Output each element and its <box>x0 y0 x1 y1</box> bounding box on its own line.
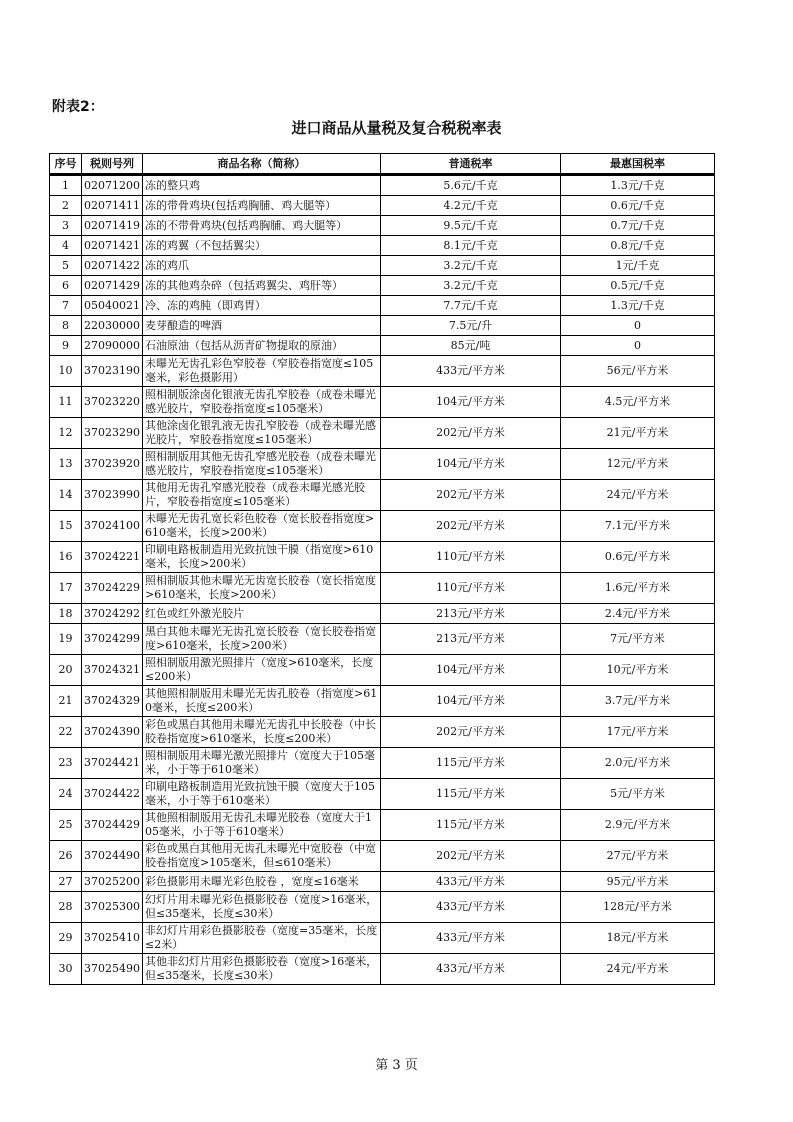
row-index: 2 <box>50 196 82 216</box>
general-rate: 202元/平方米 <box>381 717 561 748</box>
product-name: 红色或红外激光胶片 <box>143 604 381 624</box>
table-row <box>50 387 715 418</box>
product-name: 幻灯片用未曝光彩色摄影胶卷（宽度>16毫米，但≤35毫米，长度≤30米） <box>143 892 381 923</box>
mfn-rate: 1.6元/平方米 <box>561 573 715 604</box>
product-name: 照相制版用激光照排片（宽度>610毫米，长度≤200米） <box>143 655 381 686</box>
tariff-code: 02071429 <box>82 276 143 296</box>
table-row <box>50 810 715 841</box>
table-row <box>50 604 715 624</box>
general-rate: 3.2元/千克 <box>381 276 561 296</box>
product-name: 照相制版用未曝光激光照排片（宽度大于105毫米，小于等于610毫米） <box>143 748 381 779</box>
header-product-name: 商品名称（简称） <box>143 154 381 175</box>
row-index: 24 <box>50 779 82 810</box>
tariff-code: 37024299 <box>82 624 143 655</box>
mfn-rate: 17元/平方米 <box>561 717 715 748</box>
product-name: 未曝光无齿孔宽长彩色胶卷（宽长胶卷指宽度>610毫米，长度>200米） <box>143 511 381 542</box>
product-name: 冻的不带骨鸡块(包括鸡胸脯、鸡大腿等） <box>143 216 381 236</box>
product-name: 其他照相制版用未曝光无齿孔胶卷（指宽度>610毫米，长度≤200米） <box>143 686 381 717</box>
tariff-code: 37024292 <box>82 604 143 624</box>
mfn-rate: 24元/平方米 <box>561 480 715 511</box>
tariff-code: 37023290 <box>82 418 143 449</box>
row-index: 11 <box>50 387 82 418</box>
general-rate: 433元/平方米 <box>381 872 561 892</box>
tariff-code: 37024321 <box>82 655 143 686</box>
tariff-code: 37024422 <box>82 779 143 810</box>
row-index: 12 <box>50 418 82 449</box>
mfn-rate: 2.4元/平方米 <box>561 604 715 624</box>
general-rate: 433元/平方米 <box>381 356 561 387</box>
mfn-rate: 2.9元/平方米 <box>561 810 715 841</box>
tariff-code: 37024429 <box>82 810 143 841</box>
table-row <box>50 316 715 336</box>
mfn-rate: 24元/平方米 <box>561 954 715 985</box>
table-row <box>50 872 715 892</box>
row-index: 18 <box>50 604 82 624</box>
mfn-rate: 0.5元/千克 <box>561 276 715 296</box>
general-rate: 110元/平方米 <box>381 573 561 604</box>
tariff-code: 37025490 <box>82 954 143 985</box>
table-row <box>50 196 715 216</box>
mfn-rate: 10元/平方米 <box>561 655 715 686</box>
mfn-rate: 2.0元/平方米 <box>561 748 715 779</box>
page-title: 进口商品从量税及复合税税率表 <box>291 119 502 137</box>
table-row <box>50 449 715 480</box>
product-name: 照相制版其他未曝光无齿宽长胶卷（宽长指宽度>610毫米，长度>200米） <box>143 573 381 604</box>
mfn-rate: 21元/平方米 <box>561 418 715 449</box>
row-index: 17 <box>50 573 82 604</box>
tariff-code: 37024421 <box>82 748 143 779</box>
mfn-rate: 56元/平方米 <box>561 356 715 387</box>
general-rate: 115元/平方米 <box>381 810 561 841</box>
general-rate: 433元/平方米 <box>381 923 561 954</box>
table-row <box>50 236 715 256</box>
tariff-code: 05040021 <box>82 296 143 316</box>
mfn-rate: 4.5元/平方米 <box>561 387 715 418</box>
tariff-code: 02071411 <box>82 196 143 216</box>
mfn-rate: 27元/平方米 <box>561 841 715 872</box>
row-index: 10 <box>50 356 82 387</box>
table-row <box>50 717 715 748</box>
table-row <box>50 511 715 542</box>
tariff-code: 37024490 <box>82 841 143 872</box>
product-name: 照相制版用其他无齿孔窄感光胶卷（成卷未曝光感光胶片，窄胶卷指宽度≤105毫米） <box>143 449 381 480</box>
general-rate: 104元/平方米 <box>381 449 561 480</box>
tariff-code: 37023190 <box>82 356 143 387</box>
tariff-code: 37024229 <box>82 573 143 604</box>
row-index: 22 <box>50 717 82 748</box>
tariff-code: 22030000 <box>82 316 143 336</box>
row-index: 23 <box>50 748 82 779</box>
general-rate: 115元/平方米 <box>381 748 561 779</box>
page-number: 第 3 页 <box>375 1058 418 1073</box>
product-name: 黑白其他未曝光无齿孔宽长胶卷（宽长胶卷指宽度>610毫米，长度>200米） <box>143 624 381 655</box>
product-name: 彩色摄影用未曝光彩色胶卷 ，宽度≤16毫米 <box>143 872 381 892</box>
row-index: 26 <box>50 841 82 872</box>
mfn-rate: 1元/千克 <box>561 256 715 276</box>
general-rate: 202元/平方米 <box>381 418 561 449</box>
mfn-rate: 128元/平方米 <box>561 892 715 923</box>
product-name: 彩色或黑白其他用未曝光无齿孔中长胶卷（中长胶卷指宽度>610毫米，长度≤200米） <box>143 717 381 748</box>
table-row <box>50 954 715 985</box>
general-rate: 3.2元/千克 <box>381 256 561 276</box>
product-name: 冻的带骨鸡块(包括鸡胸脯、鸡大腿等） <box>143 196 381 216</box>
product-name: 其他用无齿孔窄感光胶卷（成卷未曝光感光胶片，窄胶卷指宽度≤105毫米） <box>143 480 381 511</box>
mfn-rate: 95元/平方米 <box>561 872 715 892</box>
table-row <box>50 336 715 356</box>
general-rate: 104元/平方米 <box>381 686 561 717</box>
mfn-rate: 18元/平方米 <box>561 923 715 954</box>
table-row <box>50 542 715 573</box>
product-name: 其他非幻灯片用彩色摄影胶卷（宽度>16毫米，但≤35毫米，长度≤30米） <box>143 954 381 985</box>
tariff-code: 27090000 <box>82 336 143 356</box>
mfn-rate: 0.6元/平方米 <box>561 542 715 573</box>
row-index: 9 <box>50 336 82 356</box>
mfn-rate: 5元/平方米 <box>561 779 715 810</box>
product-name: 冻的整只鸡 <box>143 175 381 196</box>
tariff-code: 37024100 <box>82 511 143 542</box>
general-rate: 7.5元/升 <box>381 316 561 336</box>
table-row <box>50 175 715 196</box>
row-index: 21 <box>50 686 82 717</box>
general-rate: 8.1元/千克 <box>381 236 561 256</box>
general-rate: 85元/吨 <box>381 336 561 356</box>
product-name: 冻的鸡翼（不包括翼尖） <box>143 236 381 256</box>
mfn-rate: 0 <box>561 316 715 336</box>
header-general-rate: 普通税率 <box>381 154 561 175</box>
mfn-rate: 0.8元/千克 <box>561 236 715 256</box>
general-rate: 7.7元/千克 <box>381 296 561 316</box>
general-rate: 433元/平方米 <box>381 892 561 923</box>
row-index: 20 <box>50 655 82 686</box>
general-rate: 104元/平方米 <box>381 655 561 686</box>
tariff-code: 37023990 <box>82 480 143 511</box>
tariff-code: 37023220 <box>82 387 143 418</box>
row-index: 1 <box>50 175 82 196</box>
table-row <box>50 748 715 779</box>
row-index: 3 <box>50 216 82 236</box>
table-row <box>50 256 715 276</box>
tariff-code: 37025200 <box>82 872 143 892</box>
row-index: 16 <box>50 542 82 573</box>
product-name: 印刷电路板制造用光致抗蚀干膜（指宽度>610毫米，长度>200米） <box>143 542 381 573</box>
general-rate: 202元/平方米 <box>381 480 561 511</box>
table-row <box>50 356 715 387</box>
table-row <box>50 296 715 316</box>
product-name: 彩色或黑白其他用无齿孔未曝光中宽胶卷（中宽胶卷指宽度>105毫米，但≤610毫米） <box>143 841 381 872</box>
table-row <box>50 624 715 655</box>
row-index: 29 <box>50 923 82 954</box>
tariff-code: 02071422 <box>82 256 143 276</box>
product-name: 麦芽酿造的啤酒 <box>143 316 381 336</box>
mfn-rate: 0 <box>561 336 715 356</box>
mfn-rate: 0.6元/千克 <box>561 196 715 216</box>
tariff-code: 37025410 <box>82 923 143 954</box>
tariff-code: 37024221 <box>82 542 143 573</box>
general-rate: 213元/平方米 <box>381 604 561 624</box>
tariff-code: 37024390 <box>82 717 143 748</box>
row-index: 13 <box>50 449 82 480</box>
row-index: 5 <box>50 256 82 276</box>
mfn-rate: 12元/平方米 <box>561 449 715 480</box>
row-index: 25 <box>50 810 82 841</box>
header-index: 序号 <box>50 154 82 175</box>
general-rate: 110元/平方米 <box>381 542 561 573</box>
mfn-rate: 3.7元/平方米 <box>561 686 715 717</box>
table-row <box>50 418 715 449</box>
table-row <box>50 779 715 810</box>
tax-rate-table <box>49 153 715 985</box>
row-index: 6 <box>50 276 82 296</box>
mfn-rate: 7.1元/平方米 <box>561 511 715 542</box>
row-index: 27 <box>50 872 82 892</box>
product-name: 未曝光无齿孔彩色窄胶卷（窄胶卷指宽度≤105毫米，彩色摄影用） <box>143 356 381 387</box>
table-row <box>50 686 715 717</box>
row-index: 15 <box>50 511 82 542</box>
tariff-code: 02071419 <box>82 216 143 236</box>
mfn-rate: 1.3元/千克 <box>561 296 715 316</box>
mfn-rate: 7元/平方米 <box>561 624 715 655</box>
general-rate: 9.5元/千克 <box>381 216 561 236</box>
table-row <box>50 655 715 686</box>
table-header-row <box>50 154 715 175</box>
table-row <box>50 841 715 872</box>
row-index: 19 <box>50 624 82 655</box>
tariff-code: 37025300 <box>82 892 143 923</box>
tariff-code: 02071200 <box>82 175 143 196</box>
product-name: 照相制版涂卤化银液无齿孔窄胶卷（成卷未曝光感光胶片，窄胶卷指宽度≤105毫米） <box>143 387 381 418</box>
general-rate: 202元/平方米 <box>381 511 561 542</box>
row-index: 4 <box>50 236 82 256</box>
header-tariff-code: 税则号列 <box>82 154 143 175</box>
product-name: 其他涂卤化银乳液无齿孔窄胶卷（成卷未曝光感光胶片，窄胶卷指宽度≤105毫米） <box>143 418 381 449</box>
row-index: 14 <box>50 480 82 511</box>
general-rate: 213元/平方米 <box>381 624 561 655</box>
table-row <box>50 480 715 511</box>
general-rate: 5.6元/千克 <box>381 175 561 196</box>
tariff-code: 37024329 <box>82 686 143 717</box>
table-row <box>50 923 715 954</box>
product-name: 冻的其他鸡杂碎（包括鸡翼尖、鸡肝等） <box>143 276 381 296</box>
general-rate: 202元/平方米 <box>381 841 561 872</box>
product-name: 其他照相制版用无齿孔未曝光胶卷（宽度大于105毫米，小于等于610毫米） <box>143 810 381 841</box>
row-index: 7 <box>50 296 82 316</box>
annex-label: 附表2： <box>52 99 104 115</box>
general-rate: 433元/平方米 <box>381 954 561 985</box>
row-index: 8 <box>50 316 82 336</box>
table-row <box>50 892 715 923</box>
product-name: 印刷电路板制造用光致抗蚀干膜（宽度大于105毫米，小于等于610毫米） <box>143 779 381 810</box>
product-name: 冻的鸡爪 <box>143 256 381 276</box>
general-rate: 4.2元/千克 <box>381 196 561 216</box>
table-row <box>50 276 715 296</box>
product-name: 冷、冻的鸡肫（即鸡胃） <box>143 296 381 316</box>
product-name: 石油原油（包括从沥青矿物提取的原油） <box>143 336 381 356</box>
table-row <box>50 573 715 604</box>
general-rate: 104元/平方米 <box>381 387 561 418</box>
general-rate: 115元/平方米 <box>381 779 561 810</box>
row-index: 28 <box>50 892 82 923</box>
row-index: 30 <box>50 954 82 985</box>
table-row <box>50 216 715 236</box>
header-mfn-rate: 最惠国税率 <box>561 154 715 175</box>
mfn-rate: 1.3元/千克 <box>561 175 715 196</box>
product-name: 非幻灯片用彩色摄影胶卷（宽度=35毫米，长度≤2米） <box>143 923 381 954</box>
mfn-rate: 0.7元/千克 <box>561 216 715 236</box>
tariff-code: 02071421 <box>82 236 143 256</box>
tariff-code: 37023920 <box>82 449 143 480</box>
